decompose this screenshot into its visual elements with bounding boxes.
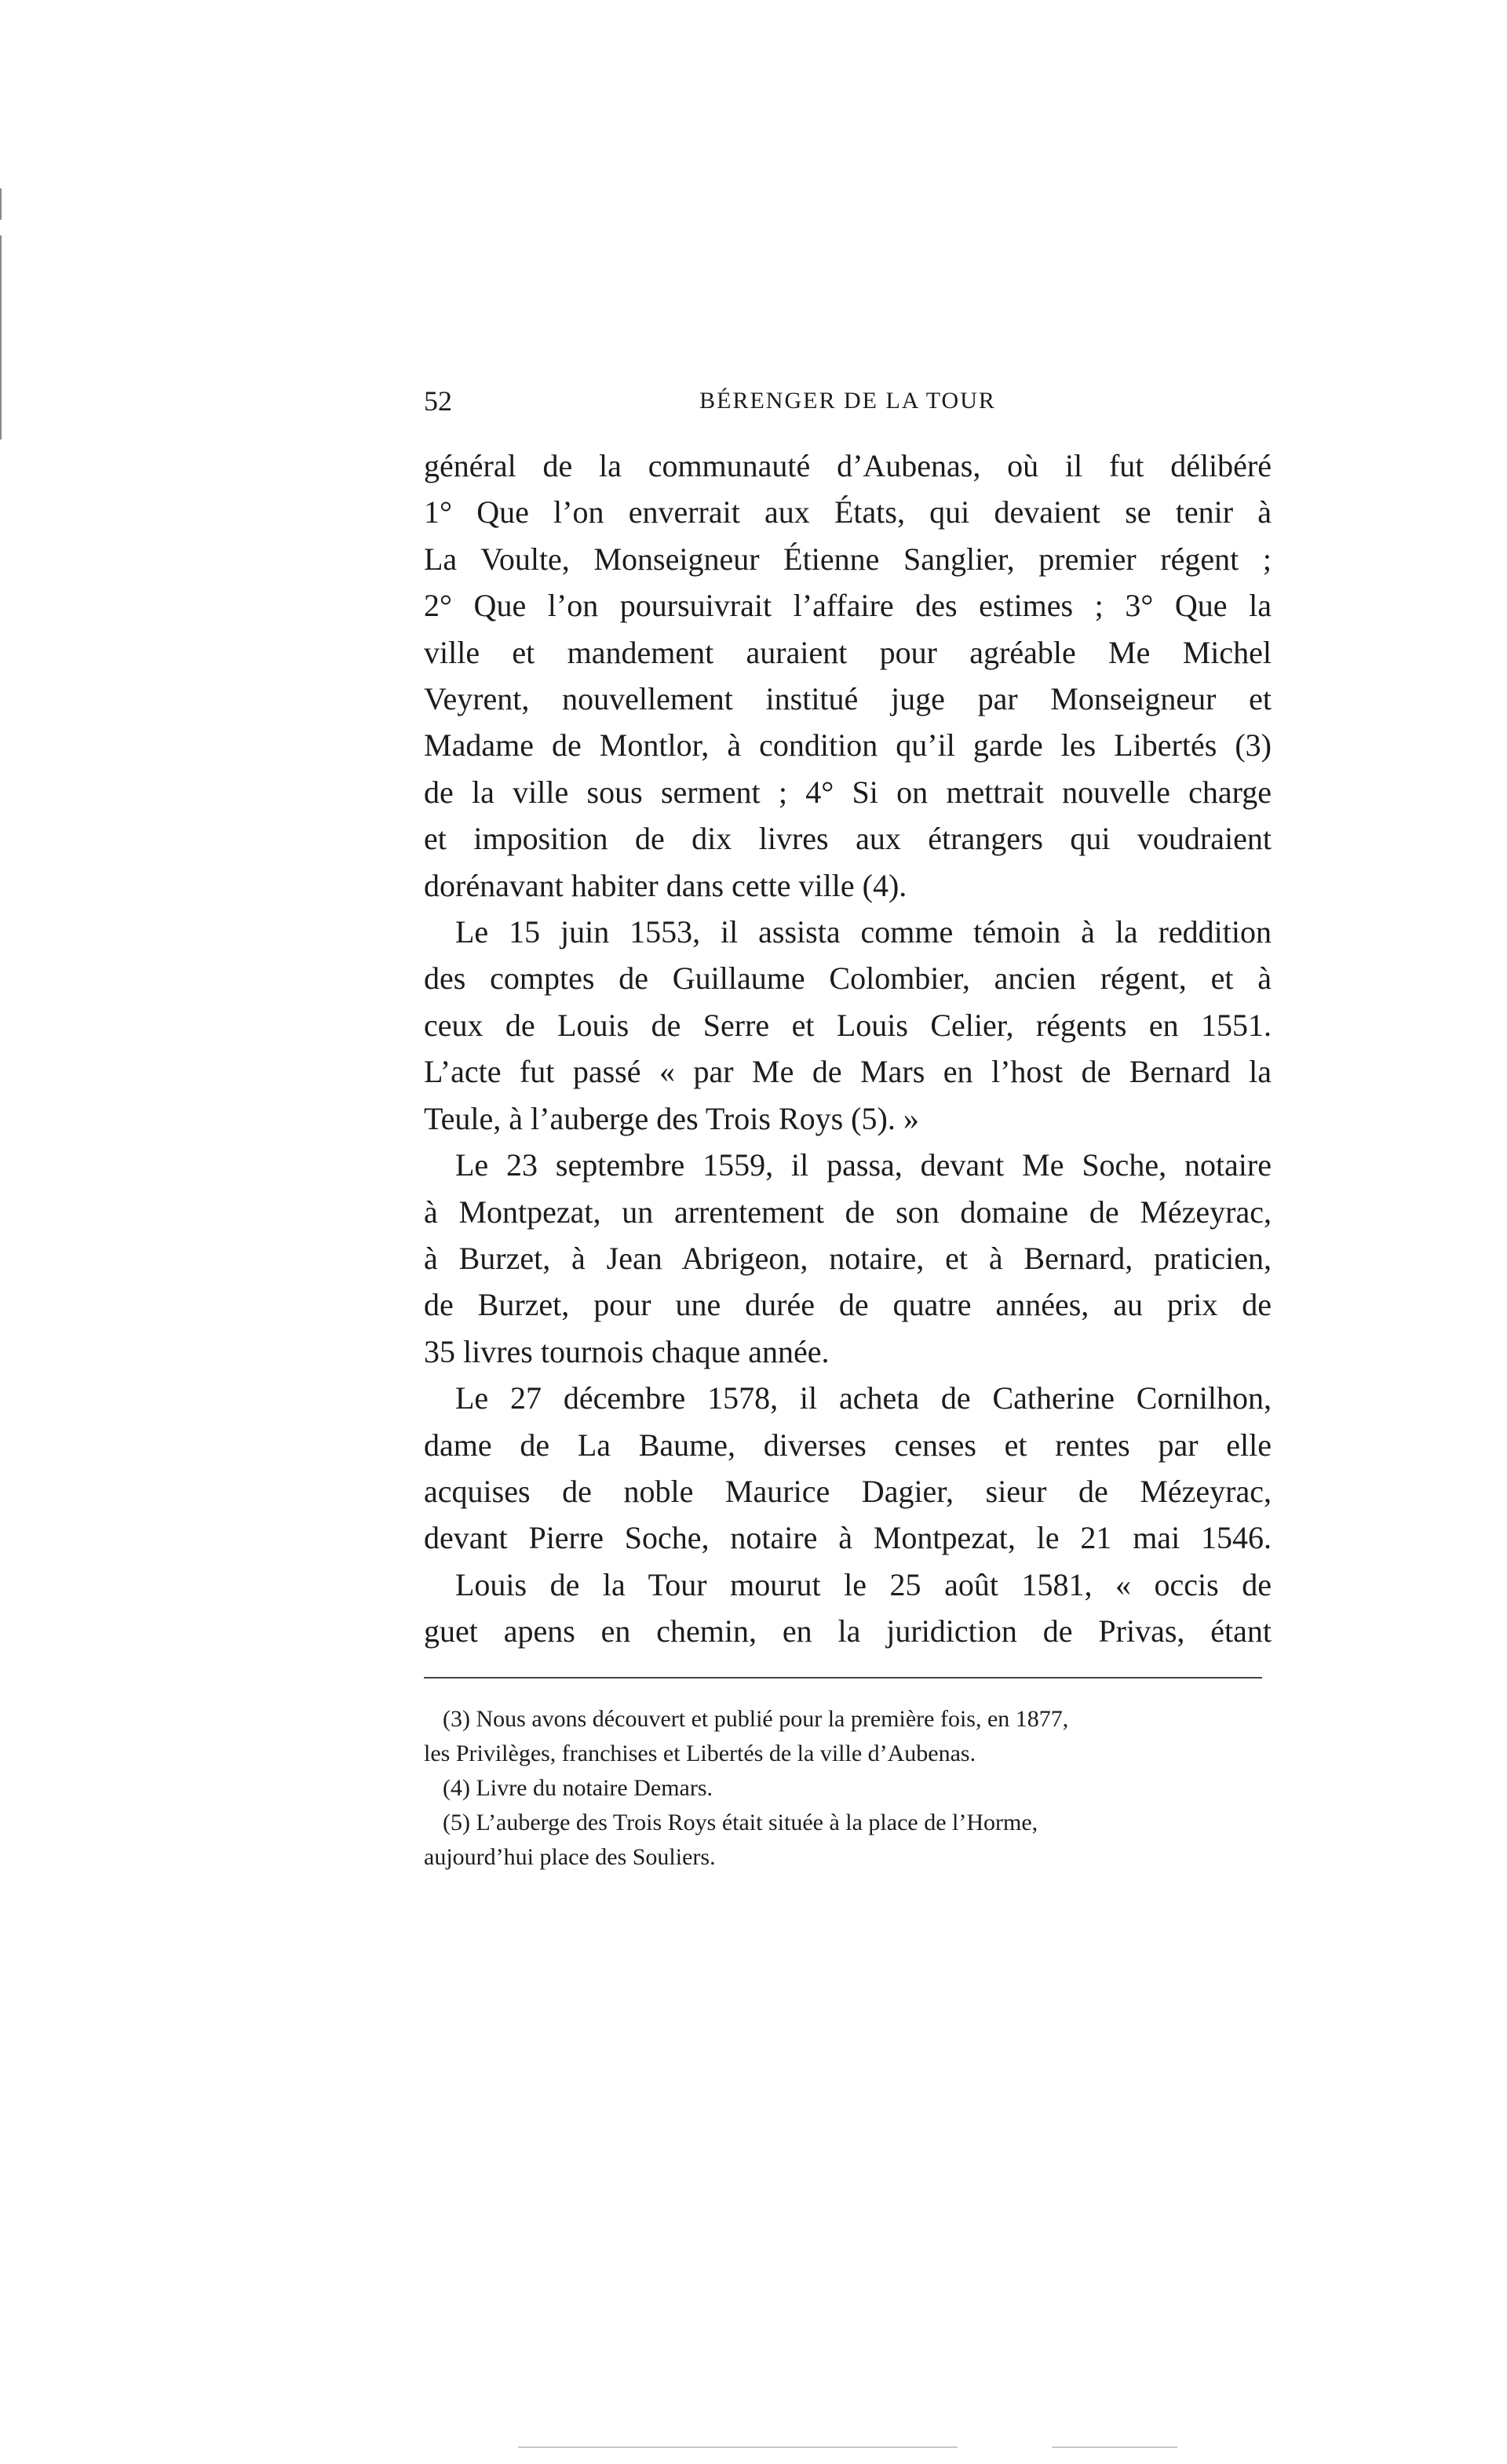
footnote: (4) Livre du notaire Demars.	[443, 1774, 713, 1801]
text-line: à Burzet, à Jean Abrigeon, notaire, et à Bernard, praticien,	[424, 1240, 1272, 1276]
book-page	[424, 385, 1272, 1875]
footnote-continuation: les Privilèges, franchises et Libertés de la ville d’Aubenas.	[424, 1740, 976, 1766]
text-line: Le 27 décembre 1578, il acheta de Catherine Cornilhon,	[455, 1380, 1272, 1416]
text-line: 35 livres tournois chaque année.	[424, 1333, 830, 1369]
bottom-edge-rule	[1052, 2447, 1177, 2448]
text-line: devant Pierre Soche, notaire à Montpezat, le 21 mai 1546.	[424, 1520, 1272, 1556]
text-line: général de la communauté d’Aubenas, où il fut délibéré	[424, 448, 1272, 483]
footnote-continuation: aujourd’hui place des Souliers.	[424, 1843, 716, 1870]
body-text	[424, 443, 1272, 1655]
text-line: acquises de noble Maurice Dagier, sieur de Mézeyrac,	[424, 1473, 1272, 1509]
running-title: BÉRENGER DE LA TOUR	[699, 388, 996, 414]
text-line: des comptes de Guillaume Colombier, ancien régent, et à	[424, 960, 1272, 997]
text-line: Le 15 juin 1553, il assista comme témoin à la reddition	[455, 914, 1272, 950]
text-line: Madame de Montlor, à condition qu’il garde les Libertés (3)	[424, 727, 1272, 764]
text-line: 2° Que l’on poursuivrait l’affaire des estimes ; 3° Que la	[424, 588, 1272, 624]
page-number: 52	[424, 385, 452, 417]
bottom-edge-rule	[518, 2447, 958, 2448]
text-line: Teule, à l’auberge des Trois Roys (5). »	[424, 1100, 919, 1136]
text-line: guet apens en chemin, en la juridiction de Privas, étant	[424, 1613, 1272, 1649]
text-line: Veyrent, nouvellement institué juge par Monseigneur et	[424, 681, 1272, 717]
text-line: de Burzet, pour une durée de quatre années, au prix de	[424, 1287, 1272, 1323]
left-margin-mark	[0, 235, 2, 439]
footnotes	[424, 1702, 1272, 1875]
text-line: ceux de Louis de Serre et Louis Celier, régents en 1551.	[424, 1007, 1272, 1043]
text-line: de la ville sous serment ; 4° Si on mettrait nouvelle charge	[424, 774, 1272, 810]
footnote: (5) L’auberge des Trois Roys était située à la place de l’Horme,	[443, 1809, 1038, 1835]
footnote-rule	[424, 1677, 1262, 1679]
text-line: à Montpezat, un arrentement de son domaine de Mézeyrac,	[424, 1194, 1272, 1230]
footnote: (3) Nous avons découvert et publié pour la première fois, en 1877,	[443, 1705, 1069, 1732]
text-line: L’acte fut passé « par Me de Mars en l’host de Bernard la	[424, 1054, 1272, 1090]
running-head	[424, 385, 1272, 432]
text-line: dame de La Baume, diverses censes et rentes par elle	[424, 1427, 1272, 1463]
text-line: dorénavant habiter dans cette ville (4).	[424, 867, 907, 903]
text-line: et imposition de dix livres aux étrangers qui voudraient	[424, 821, 1272, 857]
text-line: Le 23 septembre 1559, il passa, devant Me Soche, notaire	[455, 1147, 1272, 1183]
text-line: Louis de la Tour mourut le 25 août 1581, « occis de	[455, 1566, 1272, 1602]
text-line: La Voulte, Monseigneur Étienne Sanglier, premier régent ;	[424, 541, 1272, 577]
left-margin-mark	[0, 188, 2, 220]
text-line: ville et mandement auraient pour agréable Me Michel	[424, 634, 1272, 670]
text-line: 1° Que l’on enverrait aux États, qui devaient se tenir à	[424, 494, 1272, 530]
